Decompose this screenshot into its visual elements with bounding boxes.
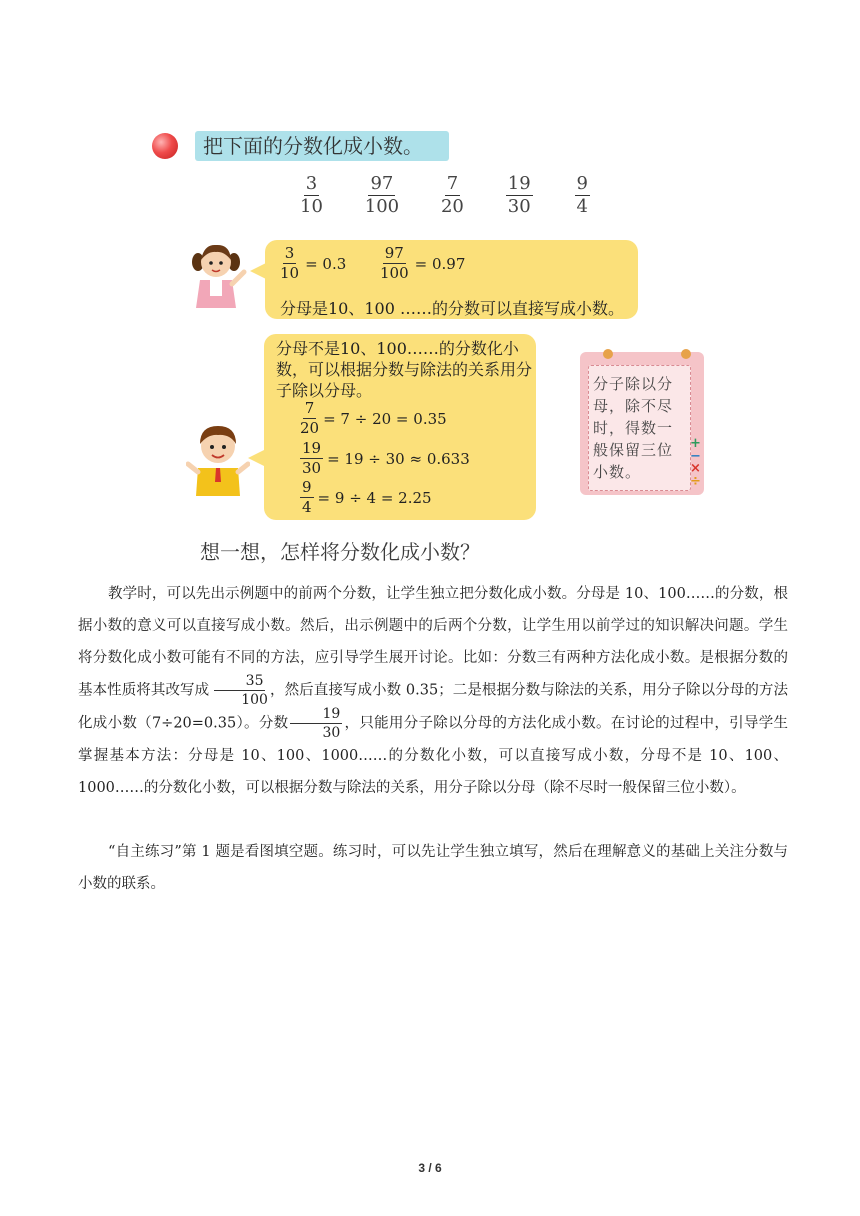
fraction: $\frac{7}{20}$ (440, 173, 464, 217)
fraction: $\frac{97}{100}$ (364, 173, 400, 217)
minus-icon: − (690, 449, 701, 464)
body-paragraph-1: 教学时，可以先出示例题中的前两个分数，让学生独立把分数化成小数。分母是 10、100……的分数，根据小数的意义可以直接写成小数。然后，出示例题中的后两个分数，让学生用以前学过的知识解决问题。学生将分数化成小数可能有不同的方法，应引导学生展开讨论。比如：分数三有两种方法化成小数。是根据分数的基本性质将其改写成 $\frac{35}{100}$ ，然后直接写成小数 0.35；二是根据分数与除法的关系，用分子除以分母的方法化成小数（7÷20=0.35）。分数 $\frac{19}{30}$ ，只能用分子除以分母的方法化成小数。在讨论的过程中，引导学生掌握基本方法：分母是 10、100、1000……的分数化小数，可以直接写成小数，分母不是 10、100、1000……的分数化小数，可以根据分数与除法的关系，用分子除以分母（除不尽时一般保留三位小数）。 (78, 586, 789, 796)
equation: $\frac{7}{20}$ = 7 ÷ 20 = 0.35 (300, 399, 447, 437)
boy-illustration (186, 420, 250, 498)
equation: $\frac{97}{100}$ = 0.97 (380, 244, 466, 282)
multiply-icon: × (690, 461, 701, 476)
body-paragraph-2: “自主练习”第 1 题是看图填空题。练习时，可以先让学生独立填写，然后在理解意义的基础上关注分数与小数的联系。 (78, 844, 788, 892)
fraction: $\frac{19}{30}$ (507, 173, 531, 217)
pushpin-icon (681, 349, 691, 359)
fraction-list (300, 175, 590, 220)
fraction: $\frac{9}{4}$ (576, 173, 588, 217)
red-ball-icon (152, 133, 178, 159)
equation: $\frac{9}{4}$ = 9 ÷ 4 = 2.25 (302, 478, 432, 516)
bubble-text: 分母不是10、100……的分数化小数，可以根据分数与除法的关系用分子除以分母。 (276, 339, 533, 400)
plus-icon: + (690, 436, 701, 451)
equation: $\frac{3}{10}$ = 0.3 (280, 244, 347, 282)
tip-text: 分子除以分母，除不尽时，得数一般保留三位小数。 (593, 375, 674, 481)
example-title: 把下面的分数化成小数。 (195, 131, 449, 161)
divide-icon: ÷ (690, 474, 701, 489)
girl-illustration (190, 240, 250, 312)
page-number: 3 / 6 (418, 1161, 442, 1175)
fraction: $\frac{3}{10}$ (300, 173, 323, 217)
bubble-text: 分母是10、100 ……的分数可以直接写成小数。 (280, 299, 624, 318)
equation: $\frac{19}{30}$ = 19 ÷ 30 ≈ 0.633 (302, 439, 470, 477)
think-question: 想一想，怎样将分数化成小数？ (200, 540, 480, 564)
pushpin-icon (603, 349, 613, 359)
